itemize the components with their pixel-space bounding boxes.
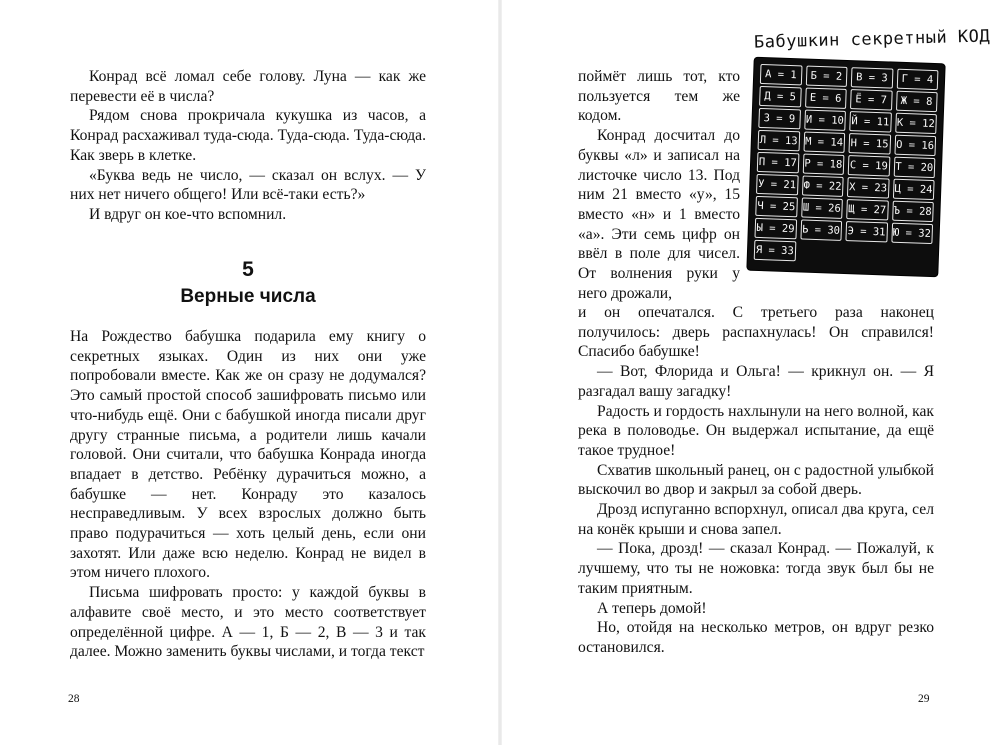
code-cell: Б = 2 bbox=[805, 66, 847, 87]
code-cell: Х = 23 bbox=[847, 177, 889, 198]
code-cell: Ш = 26 bbox=[801, 197, 843, 218]
paragraph: — Вот, Флорида и Ольга! — крикнул он. — Я разгадал вашу загадку! bbox=[578, 363, 934, 400]
paragraph: И вдруг он кое-что вспомнил. bbox=[89, 205, 287, 223]
code-cell: К = 12 bbox=[895, 113, 937, 134]
paragraph: Письма шифровать просто: у каждой буквы в алфавите своё место, и это место соответствует определённой цифре. А — 1, Б — 2, В — 3 и так далее. Можно заменить буквы числами, и тогда текст bbox=[70, 584, 426, 661]
code-cell: А = 1 bbox=[760, 64, 802, 85]
paragraph: Конрад всё ломал себе голову. Луна — как же перевести её в числа? bbox=[70, 68, 426, 105]
paragraph: Но, отойдя на несколько метров, он вдруг резко остановился. bbox=[578, 619, 934, 656]
code-cell: Ю = 32 bbox=[891, 223, 933, 244]
code-cell: И = 10 bbox=[804, 110, 846, 131]
right-narrow-text bbox=[578, 67, 740, 303]
paragraph: и он опечатался. С третьего раза наконец получилось: дверь распахнулась! Он справился! Спасибо бабушке! bbox=[578, 304, 934, 361]
code-cell: М = 14 bbox=[803, 132, 845, 153]
paragraph: «Буква ведь не число, — сказал он вслух. — У них нет ничего общего! Или всё-таки есть?» bbox=[70, 166, 426, 204]
chapter-title: Верные числа bbox=[180, 286, 316, 307]
code-cell: Щ = 27 bbox=[846, 199, 888, 220]
code-cell: Ё = 7 bbox=[850, 89, 892, 110]
paragraph: Дрозд испуганно вспорхнул, описал два круга, сел на конёк крыши и снова запел. bbox=[578, 501, 934, 538]
code-cell: Е = 6 bbox=[805, 88, 847, 109]
code-chalkboard bbox=[747, 58, 944, 277]
code-cell: Ч = 25 bbox=[755, 196, 797, 217]
code-cell: Я = 33 bbox=[754, 240, 796, 261]
code-cell: Н = 15 bbox=[848, 133, 890, 154]
code-cell: Э = 31 bbox=[845, 221, 887, 242]
code-cell: Т = 20 bbox=[893, 157, 935, 178]
code-grid bbox=[754, 64, 939, 270]
code-cell: Р = 18 bbox=[802, 153, 844, 174]
code-cell: Ь = 30 bbox=[800, 219, 842, 240]
page-number-right: 29 bbox=[918, 693, 930, 705]
left-body-text bbox=[70, 327, 426, 662]
paragraph: Схватив школьный ранец, он с радостной улыбкой выскочил во двор и закрыл за собой дверь. bbox=[578, 461, 934, 499]
paragraph: Радость и гордость нахлынули на него волной, как река в половодье. Он выдержал испытание, да ещё такое трудное! bbox=[578, 402, 934, 459]
code-cell: П = 17 bbox=[757, 152, 799, 173]
page-number-left: 28 bbox=[68, 693, 80, 705]
code-cell: У = 21 bbox=[756, 174, 798, 195]
code-cell: Ц = 24 bbox=[892, 179, 934, 200]
code-cell: Й = 11 bbox=[849, 111, 891, 132]
paragraph: Конрад досчитал до буквы «л» и записал на листочке число 13. Под ним 21 вместо «у», 15 вместо «н» и 1 вместо «а». Эти семь цифр он ввёл в поле для чисел. От волнения руки у него дрожали, bbox=[578, 127, 740, 302]
code-title: Бабушкин секретный КОД bbox=[753, 26, 991, 53]
right-wide-text bbox=[578, 303, 934, 658]
paragraph: На Рождество бабушка подарила ему книгу о секретных языках. Один из них они уже попробовали вместе. Как же он сразу не додумался? Это самый простой способ зашифровать письмо или что-нибудь ещё. Они с бабушкой иногда писали друг другу странные письма, а родители лишь качали головой. Они считали, что бабушка Конрада иногда впадает в детство. Ребёнку дурачиться можно, а бабушке — нет. Конраду это казалось несправедливым. У всех взрослых должно быть право подурачиться — хоть целый день, если они захотят. Или даже всю неделю. Конрад не видел в этом ничего плохого. bbox=[70, 328, 426, 582]
paragraph: А теперь домой! bbox=[597, 599, 707, 617]
code-cell: Г = 4 bbox=[896, 69, 938, 90]
code-cell: О = 16 bbox=[894, 135, 936, 156]
paragraph: — Пока, дрозд! — сказал Конрад. — Пожалуй, к лучшему, что ты не ножовка: тогда звук был бы не таким приятным. bbox=[578, 540, 934, 597]
code-cell: Ж = 8 bbox=[895, 91, 937, 112]
left-top-text bbox=[70, 67, 426, 225]
code-cell: В = 3 bbox=[851, 67, 893, 88]
book-gutter bbox=[498, 0, 502, 745]
code-cell: Ъ = 28 bbox=[892, 201, 934, 222]
code-cell: С = 19 bbox=[848, 155, 890, 176]
code-cell: Ы = 29 bbox=[754, 218, 796, 239]
chapter-number: 5 bbox=[242, 258, 254, 281]
paragraph: поймёт лишь тот, кто пользуется тем же кодом. bbox=[578, 68, 740, 125]
code-cell: Л = 13 bbox=[758, 130, 800, 151]
code-cell: Д = 5 bbox=[759, 86, 801, 107]
code-cell: Ф = 22 bbox=[801, 175, 843, 196]
paragraph: Рядом снова прокричала кукушка из часов, а Конрад расхаживал туда-сюда. Туда-сюда. Туда-сюда. Как зверь в клетке. bbox=[70, 107, 426, 164]
code-cell: З = 9 bbox=[758, 108, 800, 129]
